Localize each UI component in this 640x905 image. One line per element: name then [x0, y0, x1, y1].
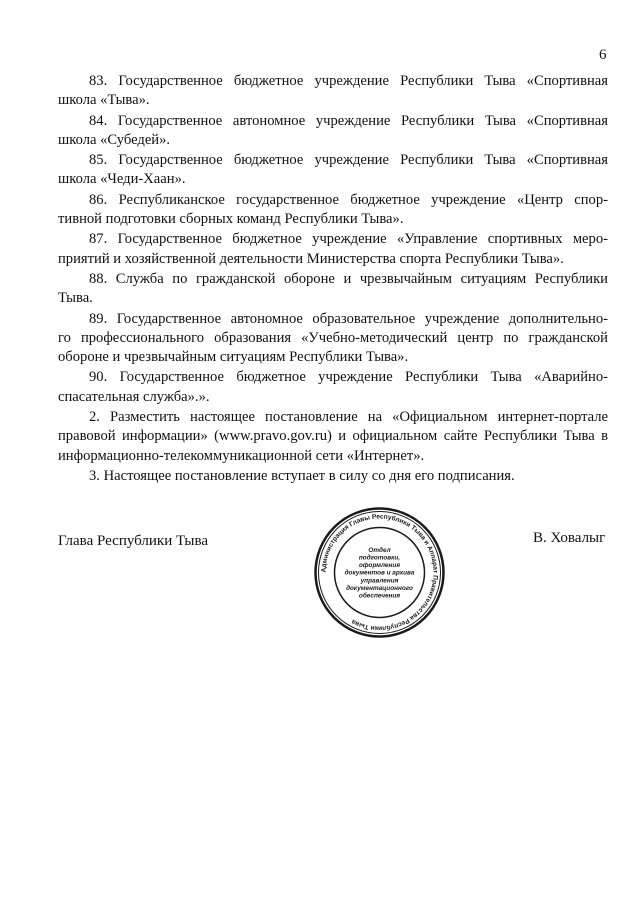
document-body	[58, 72, 608, 487]
paragraph-line: 85. Государственное бюджетное учреждение Республики Тыва «Спортивная	[89, 152, 608, 169]
seal-inner-line: управления	[360, 577, 399, 585]
signatory-name: В. Ховалыг	[533, 530, 606, 546]
paragraph	[58, 112, 608, 151]
paragraph-line: 83. Государственное бюджетное учреждение Республики Тыва «Спортивная	[89, 73, 608, 89]
paragraph-line: правовой информации» (www.pravo.gov.ru) и официальном сайте Республики Тыва в	[58, 428, 608, 445]
paragraph-line: приятий и хозяйственной деятельности Министерства спорта Республики Тыва».	[58, 250, 564, 267]
paragraph-line: 84. Государственное автономное учреждение Республики Тыва «Спортивная	[89, 112, 608, 129]
paragraph-line: тивной подготовки сборных команд Республики Тыва».	[58, 211, 404, 228]
paragraph-line: 2. Разместить настоящее постановление на «Официальном интернет-портале	[89, 409, 608, 426]
paragraph-line: школа «Субедей».	[58, 131, 171, 148]
paragraph	[58, 467, 608, 486]
paragraph-line: го профессионального образования «Учебно-методический центр по гражданской	[58, 329, 608, 346]
paragraph	[58, 72, 608, 111]
paragraph-line: спасательная служба».».	[58, 388, 210, 405]
paragraph-line: 90. Государственное бюджетное учреждение Республики Тыва «Аварийно-	[89, 369, 608, 386]
seal-inner-line: подготовки,	[358, 554, 401, 562]
paragraph	[58, 368, 608, 407]
paragraph-line: школа «Чеди-Хаан».	[58, 171, 186, 188]
seal-inner-line: документационного	[346, 584, 413, 592]
paragraph	[58, 230, 608, 269]
paragraph-line: 88. Служба по гражданской обороне и чрезвычайным ситуациям Республики	[89, 270, 608, 287]
seal-inner-line: документов и архива	[344, 569, 415, 577]
paragraph-line: информационно-телекоммуникационной сети «Интернет».	[58, 447, 425, 464]
official-seal	[313, 506, 446, 639]
paragraph	[58, 310, 608, 368]
paragraph-line: 89. Государственное автономное образовательное учреждение дополнительно-	[89, 310, 608, 327]
paragraph-line: 87. Государственное бюджетное учреждение «Управление спортивных меро-	[89, 231, 608, 248]
paragraph	[58, 151, 608, 190]
paragraph-line: школа «Тыва».	[58, 92, 150, 109]
seal-outer-text: Администрация Главы Республики Тыва и Аппарат Правительства Республики Тыва	[320, 513, 439, 632]
paragraph	[58, 191, 608, 230]
paragraph-line: 3. Настоящее постановление вступает в силу со дня его подписания.	[89, 467, 515, 484]
paragraph-line: обороне и чрезвычайным ситуациям Республики Тыва».	[58, 349, 409, 366]
paragraph-line: Тыва.	[58, 290, 93, 307]
paragraph	[58, 408, 608, 466]
page-number: 6	[599, 47, 607, 63]
signatory-position: Глава Республики Тыва	[58, 533, 209, 549]
paragraph-line: 86. Республиканское государственное бюджетное учреждение «Центр спор-	[89, 191, 608, 208]
seal-inner-line: оформления	[359, 562, 400, 570]
seal-inner-line: Отдел	[368, 546, 391, 554]
seal-inner-text	[345, 546, 415, 600]
paragraph	[58, 270, 608, 309]
seal-inner-line: обеспечения	[358, 592, 401, 600]
